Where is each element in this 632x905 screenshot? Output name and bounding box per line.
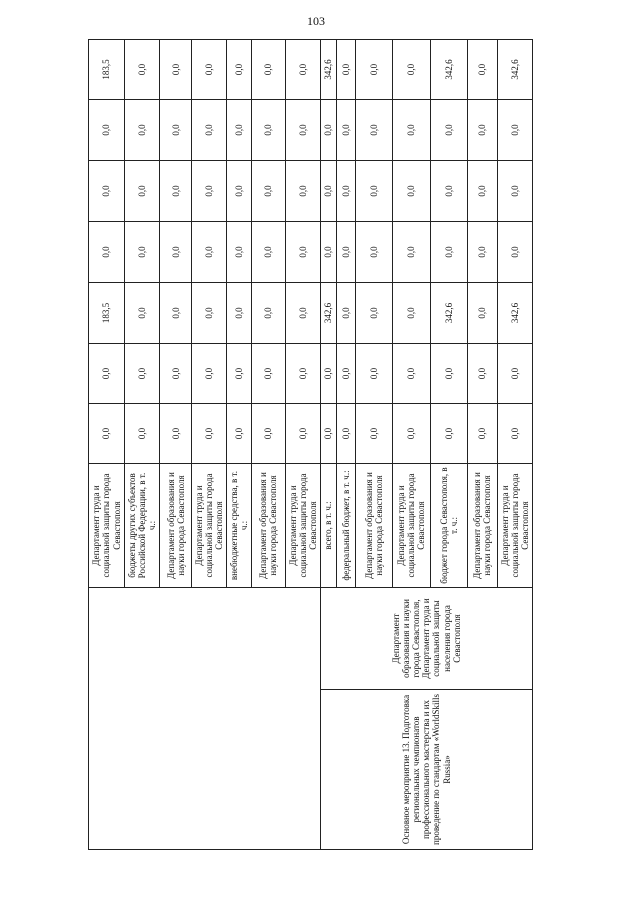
funding-source-cell: Департамент труда и социальной защиты города Севастополя — [285, 464, 320, 588]
value-cell: 0,0 — [160, 404, 192, 464]
value-cell: 0,0 — [251, 161, 285, 222]
value-cell: 0,0 — [285, 344, 320, 404]
value-cell: 0,0 — [227, 40, 252, 100]
value-cell: 0,0 — [251, 283, 285, 344]
value-cell: 0,0 — [192, 283, 227, 344]
funding-source-cell: Департамент образования и науки города Севастополя — [468, 464, 498, 588]
value-cell: 0,0 — [89, 222, 125, 283]
value-cell: 0,0 — [392, 344, 430, 404]
value-cell: 0,0 — [468, 100, 498, 161]
value-cell: 0,0 — [497, 404, 532, 464]
value-cell: 0,0 — [392, 283, 430, 344]
value-cell: 0,0 — [430, 161, 467, 222]
value-cell: 0,0 — [192, 404, 227, 464]
value-cell: 0,0 — [497, 222, 532, 283]
table-row — [89, 40, 125, 850]
value-cell: 0,0 — [355, 404, 392, 464]
value-cell: 0,0 — [160, 161, 192, 222]
value-cell: 0,0 — [285, 404, 320, 464]
value-cell: 0,0 — [430, 404, 467, 464]
value-cell: 342,6 — [320, 40, 336, 100]
value-cell: 0,0 — [320, 344, 336, 404]
value-cell: 0,0 — [160, 283, 192, 344]
funding-source-cell: Департамент образования и науки города Севастополя — [355, 464, 392, 588]
funding-source-cell: всего, в т. ч.: — [320, 464, 336, 588]
value-cell: 0,0 — [468, 40, 498, 100]
value-cell: 0,0 — [89, 344, 125, 404]
value-cell: 0,0 — [251, 344, 285, 404]
value-cell: 0,0 — [468, 344, 498, 404]
value-cell: 0,0 — [355, 161, 392, 222]
value-cell: 0,0 — [285, 100, 320, 161]
value-cell: 0,0 — [160, 100, 192, 161]
measure-name-cell: Основное мероприятие 13. Подготовка региональных чемпионатов профессионального мастерства и их проведение по стандартам «WorldSkills Russia» — [320, 690, 532, 850]
value-cell: 0,0 — [251, 40, 285, 100]
value-cell: 0,0 — [192, 344, 227, 404]
value-cell: 0,0 — [227, 344, 252, 404]
value-cell: 342,6 — [430, 40, 467, 100]
table-body — [89, 40, 533, 850]
value-cell: 0,0 — [468, 283, 498, 344]
value-cell: 342,6 — [320, 283, 336, 344]
value-cell: 0,0 — [160, 344, 192, 404]
value-cell: 0,0 — [125, 283, 160, 344]
value-cell: 0,0 — [89, 404, 125, 464]
value-cell: 0,0 — [355, 100, 392, 161]
value-cell: 0,0 — [468, 161, 498, 222]
funding-source-cell: Департамент образования и науки города Севастополя — [251, 464, 285, 588]
value-cell: 0,0 — [192, 40, 227, 100]
value-cell: 0,0 — [320, 100, 336, 161]
value-cell: 342,6 — [497, 40, 532, 100]
value-cell: 183,5 — [89, 40, 125, 100]
value-cell: 0,0 — [497, 161, 532, 222]
value-cell: 0,0 — [227, 161, 252, 222]
value-cell: 0,0 — [192, 100, 227, 161]
value-cell: 0,0 — [336, 40, 355, 100]
value-cell: 0,0 — [251, 100, 285, 161]
funding-source-cell: Департамент труда и социальной защиты города Севастополя — [89, 464, 125, 588]
value-cell: 0,0 — [285, 161, 320, 222]
value-cell: 0,0 — [336, 344, 355, 404]
value-cell: 0,0 — [285, 283, 320, 344]
value-cell: 0,0 — [468, 222, 498, 283]
value-cell: 0,0 — [336, 404, 355, 464]
value-cell: 0,0 — [285, 222, 320, 283]
value-cell: 0,0 — [336, 161, 355, 222]
page-number: 103 — [307, 14, 325, 28]
value-cell: 0,0 — [430, 344, 467, 404]
value-cell: 0,0 — [430, 222, 467, 283]
value-cell: 0,0 — [392, 100, 430, 161]
value-cell: 0,0 — [320, 161, 336, 222]
table-row — [320, 40, 336, 850]
value-cell: 0,0 — [392, 404, 430, 464]
value-cell: 342,6 — [430, 283, 467, 344]
value-cell: 0,0 — [192, 222, 227, 283]
value-cell: 0,0 — [125, 222, 160, 283]
value-cell: 0,0 — [355, 344, 392, 404]
value-cell: 0,0 — [497, 100, 532, 161]
value-cell: 0,0 — [227, 404, 252, 464]
value-cell: 0,0 — [192, 161, 227, 222]
value-cell: 0,0 — [355, 283, 392, 344]
value-cell: 0,0 — [392, 40, 430, 100]
value-cell: 0,0 — [430, 100, 467, 161]
value-cell: 0,0 — [160, 222, 192, 283]
value-cell: 0,0 — [251, 222, 285, 283]
value-cell: 0,0 — [320, 404, 336, 464]
value-cell: 0,0 — [392, 161, 430, 222]
funding-source-cell: бюджеты других субъектов Российской Федерации, в т. ч.: — [125, 464, 160, 588]
value-cell: 0,0 — [355, 40, 392, 100]
funding-source-cell: внебюджетные средства, в т. ч.: — [227, 464, 252, 588]
value-cell: 342,6 — [497, 283, 532, 344]
value-cell: 0,0 — [336, 283, 355, 344]
value-cell: 0,0 — [320, 222, 336, 283]
value-cell: 0,0 — [160, 40, 192, 100]
value-cell: 183,5 — [89, 283, 125, 344]
value-cell: 0,0 — [227, 222, 252, 283]
value-cell: 0,0 — [392, 222, 430, 283]
value-cell: 0,0 — [285, 40, 320, 100]
value-cell: 0,0 — [497, 344, 532, 404]
executor-cell: Департамент образования и науки города Севастополя, Департамент труда и социальной защиты населения города Севастополя — [320, 588, 532, 690]
value-cell: 0,0 — [89, 100, 125, 161]
value-cell: 0,0 — [125, 161, 160, 222]
funding-source-cell: Департамент труда и социальной защиты города Севастополя — [392, 464, 430, 588]
previous-measure-cell — [89, 588, 321, 850]
value-cell: 0,0 — [251, 404, 285, 464]
value-cell: 0,0 — [125, 404, 160, 464]
funding-source-cell: Департамент труда и социальной защиты города Севастополя — [192, 464, 227, 588]
value-cell: 0,0 — [227, 100, 252, 161]
funding-source-cell: Департамент образования и науки города Севастополя — [160, 464, 192, 588]
value-cell: 0,0 — [89, 161, 125, 222]
funding-source-cell: федеральный бюджет, в т. ч.: — [336, 464, 355, 588]
value-cell: 0,0 — [336, 100, 355, 161]
funding-source-cell: бюджет города Севастополя, в т. ч.: — [430, 464, 467, 588]
value-cell: 0,0 — [227, 283, 252, 344]
funding-source-cell: Департамент труда и социальной защиты города Севастополя — [497, 464, 532, 588]
value-cell: 0,0 — [125, 344, 160, 404]
value-cell: 0,0 — [125, 40, 160, 100]
value-cell: 0,0 — [468, 404, 498, 464]
budget-table — [88, 39, 533, 850]
value-cell: 0,0 — [355, 222, 392, 283]
value-cell: 0,0 — [336, 222, 355, 283]
rotated-table-container — [88, 40, 533, 850]
value-cell: 0,0 — [125, 100, 160, 161]
